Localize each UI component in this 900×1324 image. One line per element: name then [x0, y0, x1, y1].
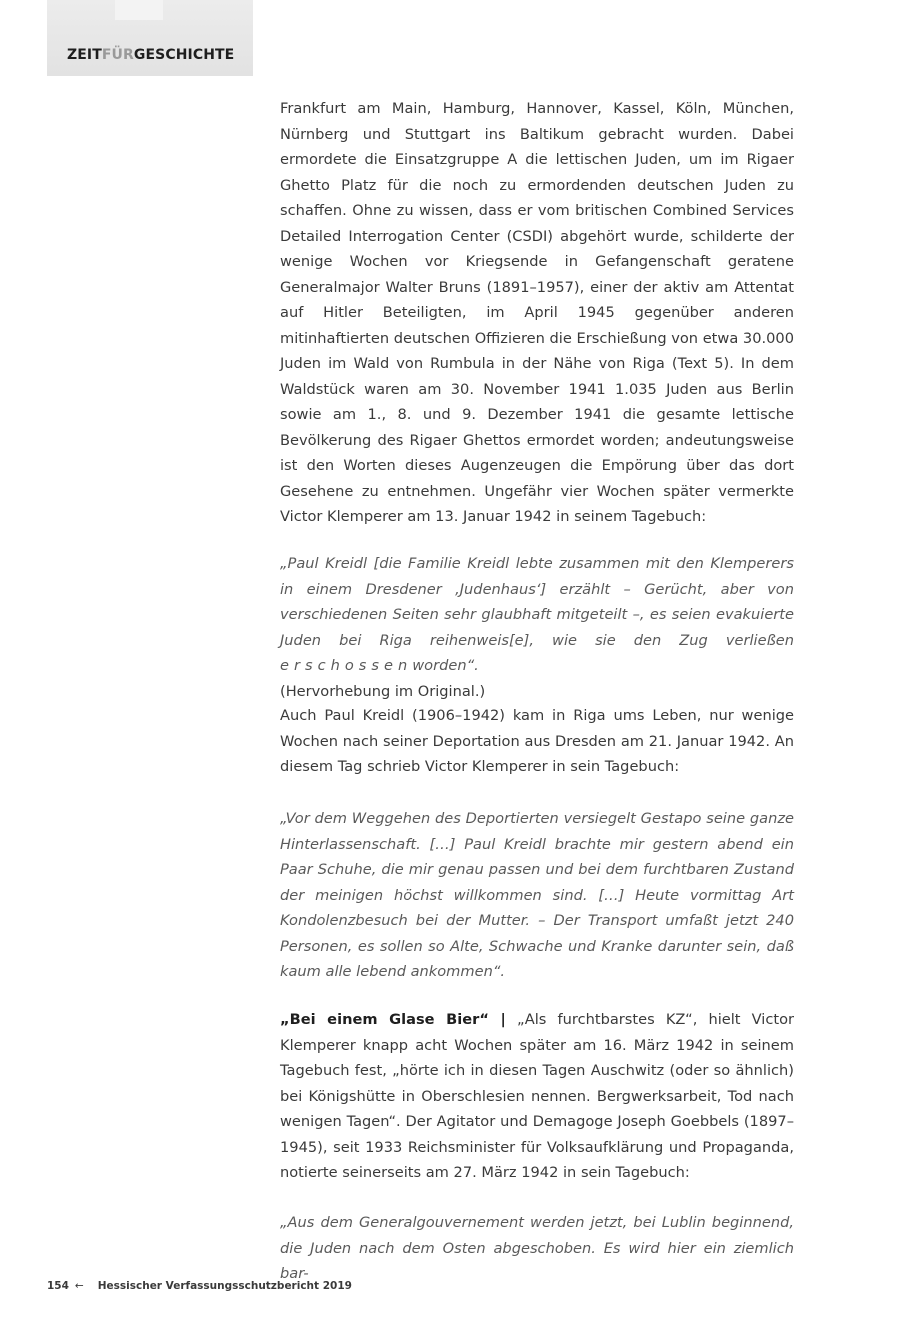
brand-logo [67, 47, 234, 63]
quote-goebbels: „Aus dem Generalgouvernement werden jetzt, bei Lublin beginnend, die Juden nach dem Osten abgeschoben. Es wird hier ein ziemlich bar- [280, 1214, 794, 1282]
publication-title: Hessischer Verfassungsschutzbericht 2019 [97, 1280, 352, 1292]
masthead-decoration [115, 0, 163, 20]
paragraph-1: Frankfurt am Main, Hamburg, Hannover, Kassel, Köln, München, Nürnberg und Stuttgart ins Baltikum gebracht wurden. Dabei ermordete die Einsatzgruppe A die lettischen Juden, um im Rigaer Ghetto Platz für die noch zu ermordenden deutschen Juden zu schaffen. Ohne zu wissen, dass er vom britischen Combined Services Detailed Interrogation Center (CSDI) abgehört wurde, schilderte der wenige Wochen vor Kriegsende in Gefangenschaft geratene Generalmajor Walter Bruns (1891–1957), einer der aktiv am Attentat auf Hitler Beteiligten, im April 1945 gegenüber anderen mitinhaftierten deutschen Offizieren die Erschießung von etwa 30.000 Juden im Wald von Rumbula in der Nähe von Riga (Text 5). In dem Waldstück waren am 30. November 1941 1.035 Juden aus Berlin sowie am 1., 8. und 9. Dezember 1941 die gesamte lettische Bevölkerung des Rigaer Ghettos ermordet worden; andeutungsweise ist den Worten dieses Augenzeugen die Empörung über das dort Gesehene zu entnehmen. Ungefähr vier Wochen später vermerkte Victor Klemperer am 13. Januar 1942 in seinem Tagebuch: [280, 100, 794, 525]
brand-part-fuer: FÜR [101, 47, 134, 63]
section-heading: „Bei einem Glase Bier“ | [280, 1011, 506, 1028]
masthead [47, 0, 253, 76]
page-number: 154 [47, 1280, 69, 1292]
quote-klemperer-13-january [280, 551, 794, 704]
page-footer [47, 1280, 358, 1292]
quote-1-end: worden“. [412, 657, 479, 674]
quote-1-note: (Hervorhebung im Original.) [280, 682, 486, 700]
quote-1-text: „Paul Kreidl [die Familie Kreidl lebte zusammen mit den Klemperers in einem Dresdener ‚Judenhaus‘] erzählt – Gerücht, aber von verschiedenen Seiten sehr glaubhaft mitgeteilt –, es seien evakuierte Juden bei Riga reihenweis[e], wie sie den Zug verließen [280, 555, 794, 649]
paragraph-2: Auch Paul Kreidl (1906–1942) kam in Riga ums Leben, nur wenige Wochen nach seiner Deportation aus Dresden am 21. Januar 1942. An diesem Tag schrieb Victor Klemperer in sein Tagebuch: [280, 707, 794, 775]
paragraph-3 [280, 1007, 794, 1186]
quote-klemperer-21-january: „Vor dem Weggehen des Deportierten versiegelt Gestapo seine ganze Hinterlassenschaft. […] Paul Kreidl brachte mir gestern abend ein Paar Schuhe, die mir genau passen und bei dem furchtbaren Zustand der meinigen höchst willkommen sind. […] Heute vormittag Art Kondolenzbesuch bei der Mutter. – Der Transport umfaßt jetzt 240 Personen, es sollen so Alte, Schwache und Kranke darunter sein, daß kaum alle lebend ankommen“. [280, 810, 794, 980]
arrow-left-icon: ← [74, 1280, 84, 1292]
quote-1-emphasis: erschossen [280, 657, 413, 674]
brand-part-zeit: ZEIT [67, 47, 102, 63]
brand-part-geschichte: GESCHICHTE [133, 47, 235, 63]
paragraph-3-text: „Als furchtbarstes KZ“, hielt Victor Klemperer knapp acht Wochen später am 16. März 1942 in seinem Tagebuch fest, „hörte ich in diesen Tagen Auschwitz (oder so ähnlich) bei Königshütte in Oberschlesien nennen. Bergwerksarbeit, Tod nach wenigen Tagen“. Der Agitator und Demagoge Joseph Goebbels (1897–1945), seit 1933 Reichsminister für Volksaufklärung und Propaganda, notierte seinerseits am 27. März 1942 in sein Tagebuch: [280, 1011, 795, 1181]
